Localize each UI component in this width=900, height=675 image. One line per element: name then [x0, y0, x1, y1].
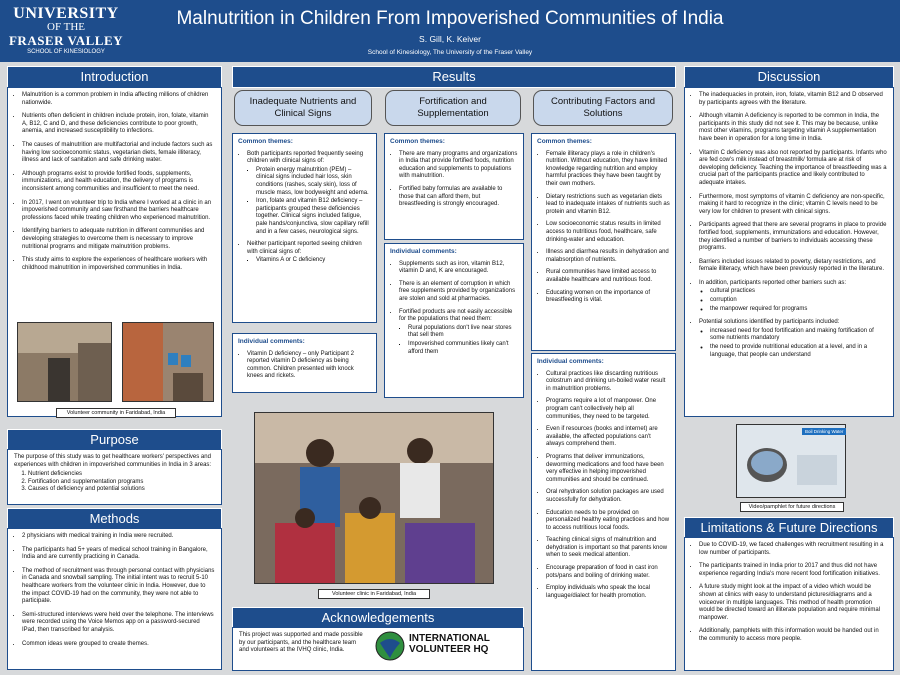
university-logo	[6, 6, 126, 58]
col2-i1: • Supplements such as iron, vitamin B12, vitamin D and, K are encouraged.	[399, 261, 518, 276]
results-col3-title: Contributing Factors and Solutions	[533, 90, 673, 126]
col3-c5: • Rural communities have limited access to available healthcare and nutritious food.	[546, 269, 670, 284]
purpose-heading: Purpose	[7, 429, 222, 451]
col2-i3b: ▪ Impoverished communities likely can't afford them	[408, 341, 518, 356]
barrier-item: ◦ corruption	[710, 297, 887, 305]
solutions-intro: Potential solutions identified by participants included:	[699, 319, 840, 326]
intro-point: • Nutrients often deficient in children include protein, iron, folate, vitamin A, B12, C and D, and these deficiencies contribute to poor growth, anemia, and increased susceptibility to infections.	[22, 113, 215, 136]
methods-point: • The participants had 5+ years of medical school training in Bangalore, India and are currently practicing in Canada.	[22, 547, 215, 562]
boil-water-label: Boil Drinking Water	[802, 428, 846, 435]
limitations-point: • Due to COVID-19, we faced challenges with recruitment resulting in a low number of participants.	[699, 542, 887, 557]
col3-d1: • Cultural practices like discarding nutritious colostrum and drinking un-boiled water result in malnutrition problems.	[546, 371, 670, 394]
community-photo-right	[122, 322, 214, 402]
col3-c3: • Low socioeconomic status results in limited access to nutritious food, healthcare, safe drinking-water and education.	[546, 221, 670, 244]
col3-d3: • Even if resources (books and internet) are available, the affected populations can't always comprehend them.	[546, 426, 670, 449]
col3-d8: • Encourage preparation of food in cast iron pots/pans and boiling of drinking water.	[546, 565, 670, 580]
results-col1-title: Inadequate Nutrients and Clinical Signs	[234, 90, 372, 126]
intro-point: • Malnutrition is a common problem in India affecting millions of children nationwide.	[22, 92, 215, 107]
discussion-point: • Furthermore, most symptoms of vitamin C deficiency are non-specific, making it hard to recognize in the clinic; vitamin C levels need to be very low for children to present with clinical signs.	[699, 194, 887, 217]
methods-point: • The method of recruitment was through personal contact with physicians in Canada and snowball sampling. The initial intent was to recruit 5-10 healthcare workers from the volunteer clinic in India. However, due to the impact COVID-19 had on the community, they were not able to participate.	[22, 568, 215, 606]
discussion-heading: Discussion	[684, 66, 894, 88]
poster-affiliation: School of Kinesiology, The University of the Fraser Valley	[367, 49, 533, 56]
col3-d6: • Education needs to be provided on personalized healthy eating practices and how to access nutritious local foods.	[546, 510, 670, 533]
col3-d9: • Employ individuals who speak the local language/dialect for health promotion.	[546, 585, 670, 600]
clinic-caption: Volunteer clinic in Faridabad, India	[318, 589, 430, 599]
col2-i3: Fortified products are not easily accessible for the populations that need them:	[399, 308, 513, 323]
video-caption: Video/pamphlet for future directions	[740, 502, 844, 512]
col1-common-label: Common themes:	[238, 138, 293, 145]
col1-individual-label: Individual comments:	[238, 338, 305, 345]
purpose-text: The purpose of this study was to get healthcare workers' perspectives and experiences with children in impoverished communities in India in 3 areas:	[14, 454, 212, 468]
solution-item: ◦ increased need for food fortification and making fortification of some nutrients mandatory	[710, 328, 887, 343]
ivhq-line1: INTERNATIONAL	[409, 633, 490, 644]
poster-title: Malnutrition in Children From Impoverished Communities of India	[176, 8, 724, 29]
col2-i2: • There is an element of corruption in which free supplements provided by organizations are stolen and sold at pharmacies.	[399, 281, 518, 304]
col3-c1: • Female illiteracy plays a role in children's nutrition. Without education, they have limited knowledge regarding nutrition and employ harmful practices they have been taught by their own mothers.	[546, 151, 670, 189]
acknowledgements-text: This project was supported and made possible by our participants, and the healthcare team and volunteers at the IVHQ clinic, India.	[239, 632, 363, 654]
limitations-box	[684, 537, 894, 671]
methods-point: • Common ideas were grouped to create themes.	[22, 641, 215, 649]
logo-of-the: OF THE	[47, 21, 85, 33]
col3-common-label: Common themes:	[537, 138, 592, 145]
acknowledgements-heading: Acknowledgements	[232, 607, 524, 629]
methods-point: • Semi-structured interviews were held over the telephone. The interviews were recorded using the Voice Memos app on a password-secured IPad, then transcribed for analysis.	[22, 612, 215, 635]
col1-s1: ▪ Protein energy malnutrition (PEM) – clinical signs included hair loss, skin conditions (rashes, scaly skin), loss of muscle mass, low bodyweight and edema.	[256, 167, 371, 197]
ivhq-line2: VOLUNTEER HQ	[409, 644, 489, 655]
col3-c4: • Illness and diarrhea results in dehydration and malabsorption of nutrients.	[546, 249, 670, 264]
purpose-box	[7, 449, 222, 505]
methods-heading: Methods	[7, 508, 222, 530]
col2-p2: • Fortified baby formulas are available to those that can afford them, but breastfeeding is strongly encouraged.	[399, 186, 518, 209]
introduction-heading: Introduction	[7, 66, 222, 88]
col1-ind1: • Vitamin D deficiency – only Participant 2 reported vitamin D deficiency as being common. Children presented with knock knees and rickets.	[247, 351, 371, 381]
logo-fraser-valley: FRASER VALLEY	[8, 33, 124, 48]
col3-c2: • Dietary restrictions such as vegetarian diets lead to inadequate intakes of nutrients such as protein and vitamin B12.	[546, 194, 670, 217]
col2-p1: • There are many programs and organizations in India that provide fortified foods, nutrition education and supplements to populations with malnutrition.	[399, 151, 518, 181]
col3-individual-panel	[531, 353, 676, 671]
discussion-box	[684, 87, 894, 417]
logo-university: UNIVERSITY	[13, 5, 119, 22]
col2-i3-item	[399, 309, 518, 357]
col2-individual-panel	[384, 243, 524, 398]
community-caption: Volunteer community in Faridabad, India	[56, 408, 176, 418]
limitations-point: • Additionally, pamphlets with this information would be handed out in the community to access more people.	[699, 628, 887, 643]
purpose-item: 3. Causes of deficiency and potential solutions	[28, 486, 215, 494]
limitations-point: • The participants trained in India prior to 2017 and thus did not have experience regarding India's more recent food fortification initiatives.	[699, 563, 887, 578]
intro-point: • This study aims to explore the experiences of healthcare workers with childhood malnutrition in impoverished communities in India.	[22, 257, 215, 272]
col1-individual-panel	[232, 333, 377, 393]
col3-d4: • Programs that deliver immunizations, deworming medications and food have been very effective in helping impoverished communities and should be continued.	[546, 454, 670, 484]
discussion-point: • Barriers included issues related to poverty, dietary restrictions, and female illiteracy, which have been previously reported in the literature.	[699, 259, 887, 274]
discussion-point: • Participants agreed that there are several programs in place to provide fortified food, supplements, immunizations and education. However, they identified a number of barriers to individuals accessing these programs.	[699, 222, 887, 252]
results-col2-title: Fortification and Supplementation	[385, 90, 521, 126]
col3-d2: • Programs require a lot of manpower. One program can't collectively help all communities, they need to be targeted.	[546, 398, 670, 421]
col1-point	[247, 151, 371, 237]
col2-individual-label: Individual comments:	[390, 248, 457, 255]
discussion-barriers	[699, 280, 887, 313]
col3-common-panel	[531, 133, 676, 351]
ivhq-globe-icon	[375, 631, 405, 661]
results-heading: Results	[232, 66, 676, 88]
video-pamphlet-image	[736, 424, 846, 498]
discussion-point: • Although vitamin A deficiency is reported to be common in India, the participants in this study did not see it. This may be because, unlike most other vitamins, programs targeting vitamin A supplementation have been in operation for a long time in India.	[699, 113, 887, 143]
col3-c6: • Educating women on the importance of breastfeeding is vital.	[546, 290, 670, 305]
discussion-point: • The inadequacies in protein, iron, folate, vitamin B12 and D observed by participants agrees with the literature.	[699, 92, 887, 107]
purpose-item: 1. Nutrient deficiencies	[28, 471, 215, 479]
col3-d5: • Oral rehydration solution packages are used successfully for dehydration.	[546, 489, 670, 504]
limitations-point: • A future study might look at the impact of a video which would be shown at clinics with easy to understand pictures/diagrams and a voiceover in multiple languages. This method of health promotion would be directed toward an illiterate population and require minimal manpower.	[699, 584, 887, 622]
barrier-item: ◦ cultural practices	[710, 288, 887, 296]
limitations-heading: Limitations & Future Directions	[684, 517, 894, 539]
col1-common-panel	[232, 133, 377, 323]
barriers-intro: In addition, participants reported other barriers such as:	[699, 279, 847, 286]
clinic-photo	[254, 412, 494, 584]
col1-p2: Neither participant reported seeing children with clinical signs of:	[247, 241, 362, 255]
col2-common-label: Common themes:	[390, 138, 445, 145]
intro-point: • In 2017, I went on volunteer trip to India where I worked at a clinic in an impoverished community and saw firsthand the barriers healthcare professions faced while treating children who experienced malnutrition.	[22, 200, 215, 223]
intro-point: • Identifying barriers to adequate nutrition in different communities and developing strategies to overcome them is necessary to improve nutritional programs and mitigate malnutrition problems.	[22, 228, 215, 251]
col1-s3: ▪ Vitamins A or C deficiency	[256, 257, 371, 265]
poster-authors: S. Gill, K. Keiver	[419, 34, 481, 44]
col3-individual-label: Individual comments:	[537, 358, 604, 365]
col1-p1: Both participants reported frequently seeing children with clinical signs of:	[247, 150, 364, 165]
col2-i3a: ▪ Rural populations don't live near stores that sell them	[408, 325, 518, 340]
col1-s2: ▪ Iron, folate and vitamin B12 deficiency – participants grouped these deficiencies together. Clinical signs included fatigue, pale hands/conjunctiva, slow capillary refill and in a few cases, neurological signs.	[256, 198, 371, 236]
purpose-item: 2. Fortification and supplementation programs	[28, 479, 215, 487]
intro-point: • The causes of malnutrition are multifactorial and include factors such as having low socioeconomic status, vegetarian diets, female illiteracy, illness and lack of sanitation and safe drinking water.	[22, 142, 215, 165]
methods-box	[7, 528, 222, 670]
discussion-point: • Vitamin C deficiency was also not reported by participants. Infants who are fed cow's milk instead of breastmilk/ formula are at risk of developing deficiency. Teaching the importance of breastfeeding was a crucial part of the participants practice and likely contributed to adequate intakes.	[699, 150, 887, 188]
ivhq-logo-text	[409, 633, 490, 655]
community-photo-left	[17, 322, 112, 402]
methods-point: • 2 physicians with medical training in India were recruited.	[22, 533, 215, 541]
col1-point	[247, 241, 371, 265]
barrier-item: ◦ the manpower required for programs	[710, 306, 887, 314]
logo-school: SCHOOL OF KINESIOLOGY	[27, 49, 105, 55]
solution-item: ◦ the need to provide nutritional education at a level, and in a language, that people can understand	[710, 344, 887, 359]
col3-d7: • Teaching clinical signs of malnutrition and dehydration is important so that parents know when to seek medical attention.	[546, 537, 670, 560]
col2-common-panel	[384, 133, 524, 240]
discussion-solutions	[699, 319, 887, 359]
intro-point: • Although programs exist to provide fortified foods, supplements, immunizations, and health education, the delivery of programs is inconsistent among communities and insufficient to meet the need.	[22, 171, 215, 194]
